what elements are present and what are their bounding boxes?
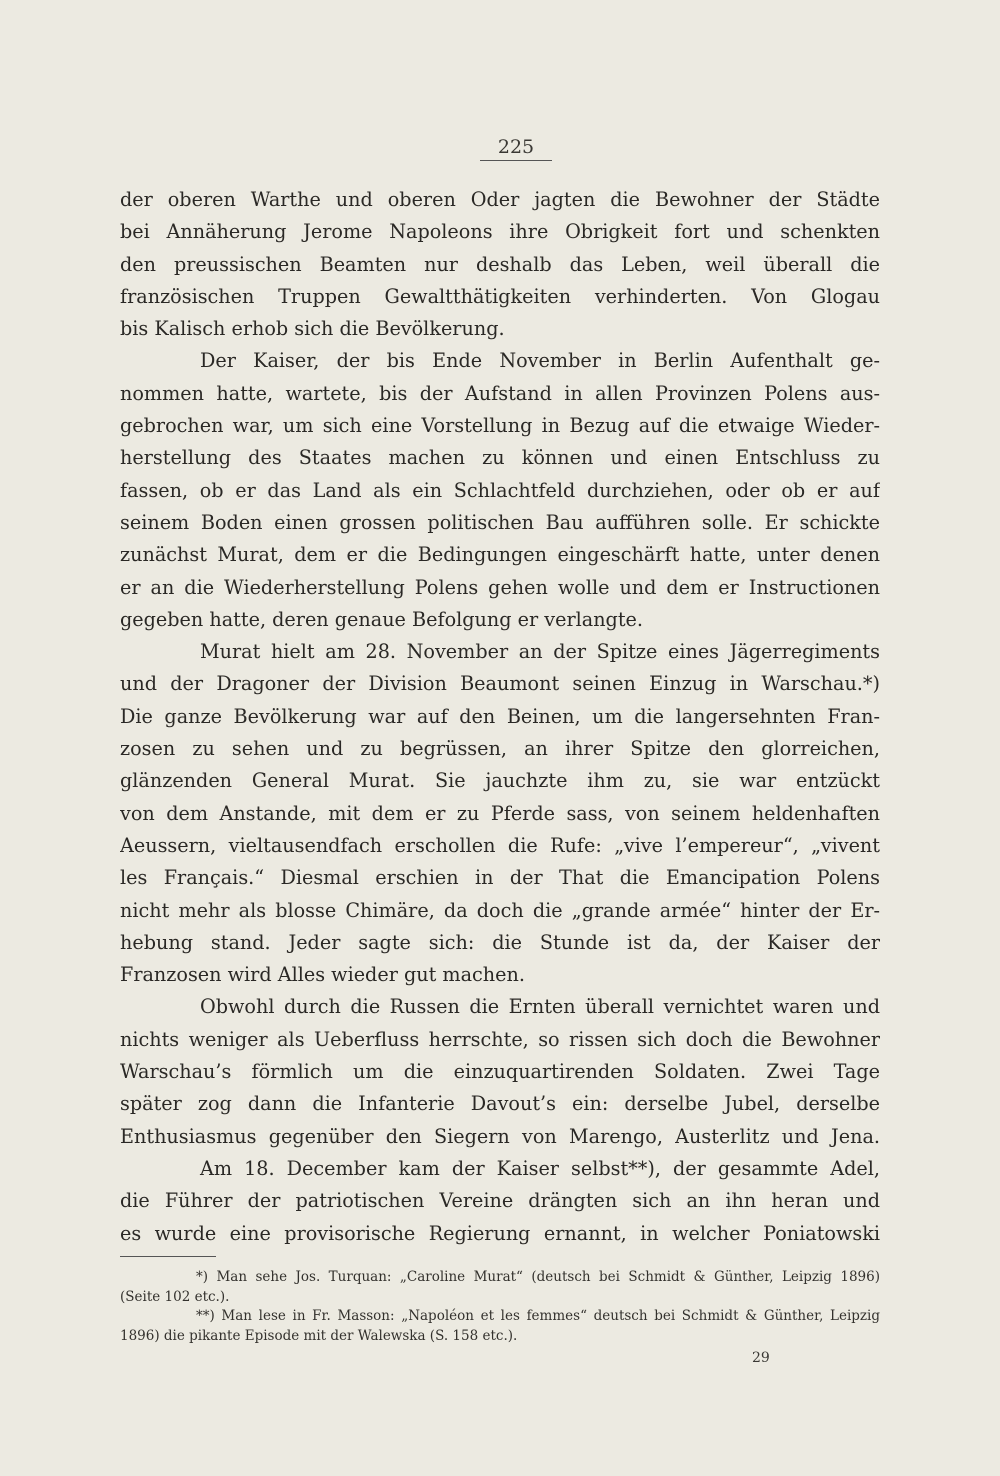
text-line: er an die Wiederherstellung Polens gehen wolle und dem er Instructionen — [120, 575, 880, 599]
text-line: hebung stand. Jeder sagte sich: die Stunde ist da, der Kaiser der — [120, 930, 880, 954]
footnote-line: (Seite 102 etc.). — [120, 1288, 230, 1305]
text-line: Warschau’s förmlich um die einzuquartirenden Soldaten. Zwei Tage — [120, 1060, 880, 1084]
text-line: zosen zu sehen und zu begrüssen, an ihrer Spitze den glorreichen, — [120, 737, 880, 761]
text-line: Am 18. December kam der Kaiser selbst**), der gesammte Adel, — [200, 1156, 880, 1180]
text-line: französischen Truppen Gewaltthätigkeiten verhinderten. Von Glogau — [120, 284, 880, 308]
text-line: herstellung des Staates machen zu können und einen Entschluss zu — [120, 446, 880, 470]
page-number: 225 — [497, 136, 535, 158]
text-line: und der Dragoner der Division Beaumont seinen Einzug in Warschau.*) — [120, 672, 880, 696]
text-line: glänzenden General Murat. Sie jauchzte ihm zu, sie war entzückt — [120, 769, 880, 793]
footnote-line: *) Man sehe Jos. Turquan: „Caroline Murat“ (deutsch bei Schmidt & Günther, Leipzig 1896) — [196, 1269, 880, 1285]
text-line: nommen hatte, wartete, bis der Aufstand in allen Provinzen Polens aus- — [120, 381, 880, 405]
text-line: später zog dann die Infanterie Davout’s ein: derselbe Jubel, derselbe — [120, 1092, 880, 1116]
text-line: Enthusiasmus gegenüber den Siegern von Marengo, Austerlitz und Jena. — [120, 1124, 880, 1148]
text-line: Franzosen wird Alles wieder gut machen. — [120, 963, 525, 987]
text-line: les Français.“ Diesmal erschien in der That die Emancipation Polens — [120, 866, 880, 890]
signature-mark: 29 — [752, 1350, 770, 1366]
text-line: gebrochen war, um sich eine Vorstellung in Bezug auf die etwaige Wieder- — [120, 414, 880, 438]
text-line: fassen, ob er das Land als ein Schlachtfeld durchziehen, oder ob er auf — [120, 478, 880, 502]
text-line: den preussischen Beamten nur deshalb das Leben, weil überall die — [120, 252, 880, 276]
text-line: die Führer der patriotischen Vereine drängten sich an ihn heran und — [120, 1189, 880, 1213]
text-line: Murat hielt am 28. November an der Spitze eines Jägerregiments — [200, 640, 880, 664]
text-line: bei Annäherung Jerome Napoleons ihre Obrigkeit fort und schenkten — [120, 220, 880, 244]
text-line: seinem Boden einen grossen politischen Bau aufführen solle. Er schickte — [120, 510, 880, 534]
header-rule — [480, 160, 552, 161]
text-line: der oberen Warthe und oberen Oder jagten die Bewohner der Städte — [120, 188, 880, 211]
footnote-rule — [120, 1256, 216, 1257]
body-text — [120, 184, 880, 1250]
text-line: Aeussern, vieltausendfach erschollen die Rufe: „vive l’empereur“, „vivent — [120, 833, 880, 857]
text-line: Die ganze Bevölkerung war auf den Beinen, um die langersehnten Fran- — [120, 704, 880, 728]
text-line: von dem Anstande, mit dem er zu Pferde sass, von seinem heldenhaften — [120, 801, 880, 825]
footnotes — [120, 1268, 880, 1346]
footnote-line: **) Man lese in Fr. Masson: „Napoléon et les femmes“ deutsch bei Schmidt & Günther, Leipzig — [196, 1308, 880, 1324]
text-line: Obwohl durch die Russen die Ernten überall vernichtet waren und — [200, 995, 880, 1019]
footnote-line: 1896) die pikante Episode mit der Walewska (S. 158 etc.). — [120, 1327, 518, 1344]
text-line: bis Kalisch erhob sich die Bevölkerung. — [120, 317, 505, 341]
text-line: gegeben hatte, deren genaue Befolgung er verlangte. — [120, 607, 644, 631]
text-line: nichts weniger als Ueberfluss herrschte, so rissen sich doch die Bewohner — [120, 1027, 880, 1051]
text-line: Der Kaiser, der bis Ende November in Berlin Aufenthalt ge- — [200, 349, 880, 373]
page-header — [480, 136, 552, 161]
text-line: zunächst Murat, dem er die Bedingungen eingeschärft hatte, unter denen — [120, 543, 880, 567]
text-line: nicht mehr als blosse Chimäre, da doch die „grande armée“ hinter der Er- — [120, 898, 880, 922]
text-line: es wurde eine provisorische Regierung ernannt, in welcher Poniatowski — [120, 1221, 880, 1245]
